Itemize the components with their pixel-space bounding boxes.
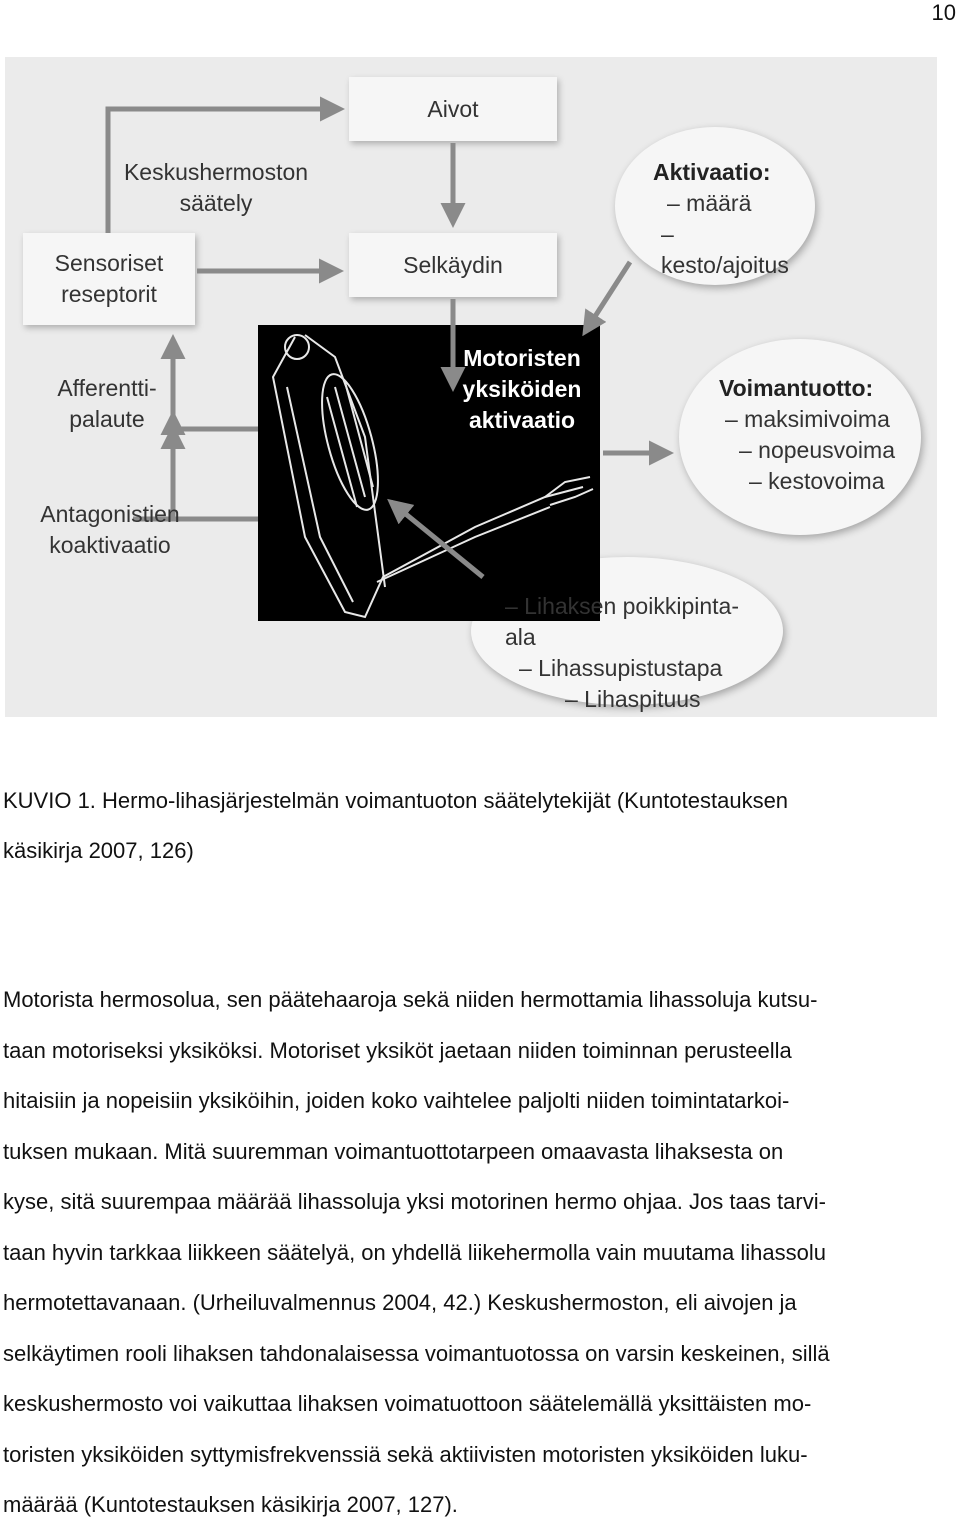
keskushermoston-line2: säätely	[179, 190, 253, 216]
figure-caption	[3, 776, 943, 876]
selkaydin-label: Selkäydin	[403, 251, 503, 278]
keskushermoston-line1: Keskushermoston	[123, 159, 309, 185]
afferentti-label	[51, 373, 163, 435]
voimantuotto-item2: – nopeusvoima	[739, 437, 895, 463]
aktivaatio-item2: – kesto/ajoitus	[661, 221, 789, 278]
motoristen-line1: Motoristen	[463, 345, 581, 371]
page-number: 10	[931, 0, 956, 25]
motoristen-line2: yksiköiden	[462, 376, 582, 402]
keskushermoston-label	[121, 157, 311, 219]
lihas-item3: – Lihaspituus	[565, 686, 701, 712]
body-paragraph	[3, 975, 953, 1531]
body-line: taan motoriseksi yksiköksi. Motoriset yksiköt jaetaan niiden toiminnan perusteella	[3, 1037, 792, 1063]
lihas-item2: – Lihassupistustapa	[519, 655, 723, 681]
caption-line1: KUVIO 1. Hermo-lihasjärjestelmän voimantuoton säätelytekijät (Kuntotestauksen	[3, 788, 789, 813]
antagonistien-label	[33, 499, 187, 561]
body-line: hitaisiin ja nopeisiin yksiköihin, joiden koko vaihtelee paljolti niiden toimintatarkoi-	[3, 1088, 790, 1113]
aktivaatio-item1: – määrä	[667, 190, 752, 216]
sensoriset-line1: Sensoriset	[54, 250, 164, 276]
caption-line2: käsikirja 2007, 126)	[3, 838, 194, 863]
body-line: taan hyvin tarkkaa liikkeen säätelyä, on yhdellä liikehermolla vain muutama lihassolu	[3, 1239, 826, 1265]
body-line: määrää (Kuntotestauksen käsikirja 2007, 127).	[3, 1492, 458, 1517]
lihas-label	[505, 591, 765, 715]
body-line: tuksen mukaan. Mitä suuremman voimantuottotarpeen omaavasta lihaksesta on	[3, 1138, 784, 1164]
body-line: hermotettavanaan. (Urheiluvalmennus 2004, 42.) Keskushermoston, eli aivojen ja	[3, 1290, 797, 1315]
sensoriset-line2: reseptorit	[61, 281, 157, 307]
body-line: Motorista hermosolua, sen päätehaaroja sekä niiden hermottamia lihassoluja kutsu-	[3, 987, 818, 1012]
antagonistien-line1: Antagonistien	[40, 501, 180, 527]
afferentti-line2: palaute	[69, 406, 145, 432]
body-line: selkäytimen rooli lihaksen tahdonalaisessa voimantuotossa on varsin keskeinen, sillä	[3, 1340, 830, 1366]
afferentti-line1: Afferentti-	[57, 375, 157, 401]
body-line: keskushermosto voi vaikuttaa lihaksen voimatuottoon säätelemällä yksittäisten mo-	[3, 1391, 812, 1416]
aivot-label: Aivot	[427, 95, 479, 122]
voimantuotto-label	[719, 373, 899, 497]
voimantuotto-item1: – maksimivoima	[725, 406, 890, 432]
aktivaatio-title: Aktivaatio:	[653, 159, 771, 185]
body-line: toristen yksiköiden syttymisfrekvenssiä sekä aktiivisten motoristen yksiköiden luku-	[3, 1441, 808, 1467]
neuromuscular-diagram	[5, 57, 937, 717]
voimantuotto-item3: – kestovoima	[749, 468, 885, 494]
body-line: kyse, sitä suurempaa määrää lihassoluja yksi motorinen hermo ohjaa. Jos taas tarvi-	[3, 1189, 826, 1214]
motoristen-label	[457, 343, 587, 436]
aktivaatio-label	[653, 157, 803, 281]
antagonistien-line2: koaktivaatio	[49, 532, 171, 558]
lihas-item1: – Lihaksen poikkipinta-ala	[505, 593, 739, 650]
voimantuotto-title: Voimantuotto:	[719, 375, 874, 401]
motoristen-line3: aktivaatio	[468, 407, 576, 433]
